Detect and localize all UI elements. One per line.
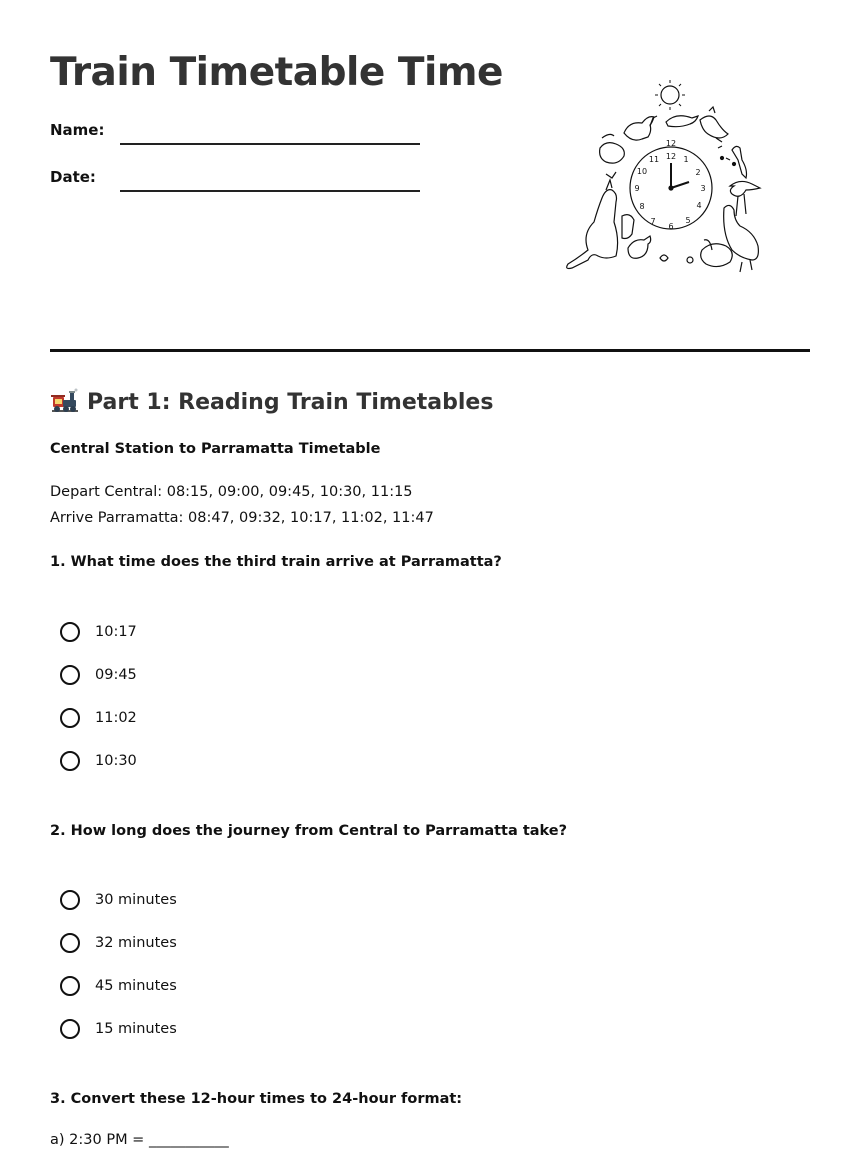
radio-button[interactable] (60, 976, 80, 996)
radio-button[interactable] (60, 1019, 80, 1039)
svg-text:12: 12 (665, 152, 677, 161)
svg-text:6: 6 (668, 222, 674, 231)
radio-button[interactable] (60, 622, 80, 642)
option-label: 09:45 (95, 667, 137, 683)
date-label: Date: (50, 168, 96, 186)
timetable-title: Central Station to Parramatta Timetable (50, 441, 381, 457)
question-1: 1. What time does the third train arrive at Parramatta? (50, 554, 502, 570)
part1-heading-label: Part 1: Reading Train Timetables (87, 389, 494, 415)
svg-text:9: 9 (634, 184, 640, 193)
option-label: 32 minutes (95, 935, 177, 951)
question-2: 2. How long does the journey from Central to Parramatta take? (50, 823, 568, 839)
depart-line: Depart Central: 08:15, 09:00, 09:45, 10:30, 11:15 (50, 484, 413, 500)
name-label: Name: (50, 121, 105, 139)
q2-option-a[interactable] (60, 888, 177, 912)
svg-text:11: 11 (648, 155, 660, 164)
section-divider (50, 349, 810, 352)
conversion-item-a[interactable]: a) 2:30 PM = ___________ (50, 1132, 229, 1148)
radio-button[interactable] (60, 933, 80, 953)
svg-text:5: 5 (685, 216, 691, 225)
q1-option-c[interactable] (60, 706, 137, 730)
radio-button[interactable] (60, 708, 80, 728)
option-label: 45 minutes (95, 978, 177, 994)
radio-button[interactable] (60, 665, 80, 685)
option-label: 15 minutes (95, 1021, 177, 1037)
option-label: 11:02 (95, 710, 137, 726)
q2-option-d[interactable] (60, 1017, 177, 1041)
svg-text:2: 2 (695, 168, 701, 177)
q1-option-d[interactable] (60, 749, 137, 773)
option-label: 30 minutes (95, 892, 177, 908)
q2-option-b[interactable] (60, 931, 177, 955)
svg-text:3: 3 (700, 184, 706, 193)
option-label: 10:30 (95, 753, 137, 769)
option-label: 10:17 (95, 624, 137, 640)
part1-heading (50, 388, 493, 416)
page-title: Train Timetable Time (50, 50, 503, 95)
date-field[interactable] (120, 190, 420, 192)
question-3: 3. Convert these 12-hour times to 24-hour format: (50, 1091, 463, 1107)
animal-clock-icon (562, 78, 768, 274)
svg-text:8: 8 (639, 202, 645, 211)
svg-text:10: 10 (636, 167, 648, 176)
svg-text:7: 7 (650, 217, 656, 226)
q1-option-b[interactable] (60, 663, 137, 687)
radio-button[interactable] (60, 890, 80, 910)
arrive-line: Arrive Parramatta: 08:47, 09:32, 10:17, 11:02, 11:47 (50, 510, 434, 526)
svg-text:1: 1 (683, 155, 689, 164)
svg-text:12: 12 (665, 139, 677, 148)
q1-option-a[interactable] (60, 620, 137, 644)
radio-button[interactable] (60, 751, 80, 771)
q2-option-c[interactable] (60, 974, 177, 998)
svg-text:4: 4 (696, 201, 702, 210)
train-icon (50, 388, 80, 416)
name-field[interactable] (120, 143, 420, 145)
